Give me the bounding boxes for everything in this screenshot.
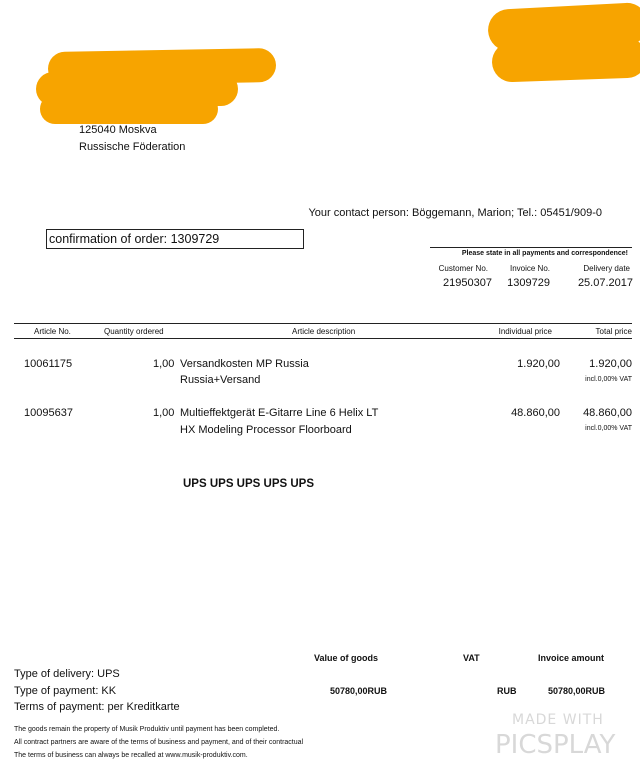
summary-vat-value: RUB [497,686,517,696]
col-header-quantity: Quantity ordered [104,327,164,336]
shipping-note: UPS UPS UPS UPS UPS [183,478,315,490]
watermark-picsplay: PICSPLAY [495,730,616,760]
invoice-no-label: Invoice No. [509,264,550,273]
address-country: Russische Föderation [79,141,186,153]
row-article-no: 10095637 [24,407,73,419]
summary-invoice-label: Invoice amount [538,653,605,663]
col-header-description: Article description [292,327,356,336]
summary-goods-value: 50780,00RUB [330,686,388,696]
delivery-date-label: Delivery date [583,264,630,273]
footer-line-1: The goods remain the property of Musik Produktiv until payment has been completed. [14,726,280,733]
summary-goods-label: Value of goods [314,653,379,663]
row-unit-price: 48.860,00 [511,407,560,419]
footer-line-2: All contract partners are aware of the terms of business and payment, and of their contractual [14,739,304,746]
table-header-top-rule [14,323,632,324]
row-article-no: 10061175 [24,358,73,370]
customer-no-value: 21950307 [443,277,492,289]
delivery-date-value: 25.07.2017 [577,277,633,289]
customer-no-label: Customer No. [438,264,488,273]
col-header-individual-price: Individual price [498,327,552,336]
payment-type: Type of payment: KK [14,685,117,697]
address-city-line: 125040 Moskva [79,124,157,136]
row-description-detail: HX Modeling Processor Floorboard [180,424,352,436]
footer-line-3: The terms of business can always be recalled at www.musik-produktiv.com. [14,752,248,759]
invoice-no-value: 1309729 [507,277,550,289]
col-header-total-price: Total price [595,327,632,336]
summary-invoice-value: 50780,00RUB [548,686,606,696]
row-description-detail: Russia+Versand [180,374,261,386]
redaction-mark-top-right-2 [491,37,640,82]
redaction-mark-address-3 [40,94,218,124]
watermark-made-with: MADE WITH [512,712,604,728]
col-header-article-no: Article No. [34,327,71,336]
contact-person-line: Your contact person: Böggemann, Marion; Tel.: 05451/909-0 [308,207,602,219]
delivery-type: Type of delivery: UPS [14,668,120,680]
row-vat-note: incl.0,00% VAT [585,376,632,383]
order-confirmation-box: confirmation of order: 1309729 [46,229,304,249]
table-header-bottom-rule [14,338,632,339]
row-quantity: 1,00 [153,358,175,370]
reference-top-rule [430,247,632,248]
row-vat-note: incl.0,00% VAT [585,425,632,432]
row-description: Versandkosten MP Russia [180,358,309,370]
summary-vat-label: VAT [463,653,480,663]
payment-terms: Terms of payment: per Kreditkarte [14,701,180,713]
row-quantity: 1,00 [153,407,175,419]
row-unit-price: 1.920,00 [517,358,560,370]
row-total: 48.860,00 [583,407,632,419]
row-total: 1.920,00 [589,358,632,370]
reference-notice: Please state in all payments and correspondence! [461,250,628,257]
row-description: Multieffektgerät E-Gitarre Line 6 Helix LT [180,407,379,419]
